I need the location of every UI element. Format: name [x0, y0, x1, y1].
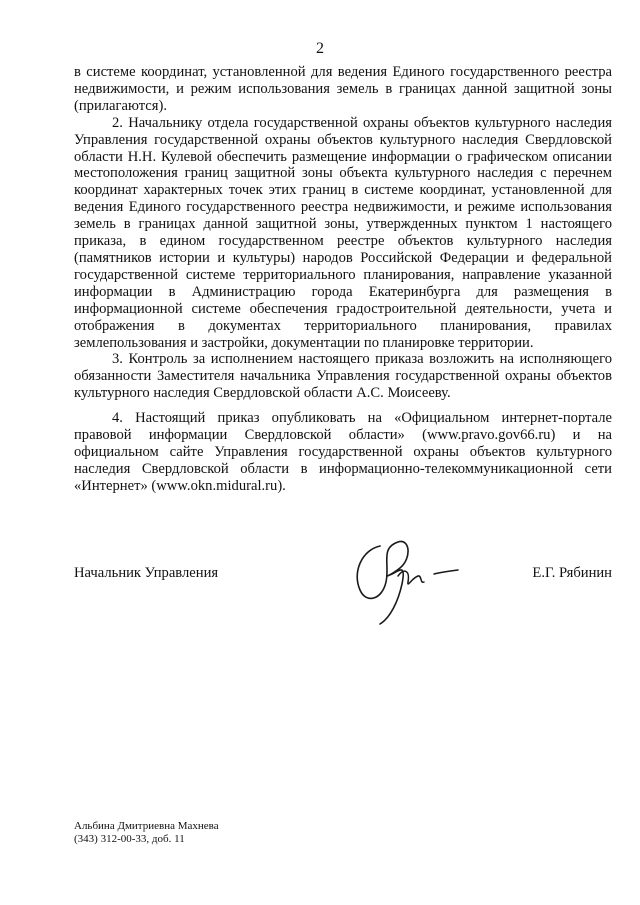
handwritten-signature — [340, 528, 470, 628]
page-number: 2 — [316, 40, 324, 57]
document-body — [74, 64, 612, 495]
paragraph-item-4: 4. Настоящий приказ опубликовать на «Официальном интернет-портале правовой информации Свердловской области» (www.pravo.gov66.ru) и на официальном сайте Управления государственной охраны объектов культурного наследия Свердловской области в информационно-телекоммуникационной сети «Интернет» (www.okn.midural.ru). — [74, 410, 612, 494]
executor-name: Альбина Дмитриевна Махнева — [74, 820, 219, 832]
executor-phone: (343) 312-00-33, доб. 11 — [74, 833, 185, 845]
paragraph-continuation: в системе координат, установленной для ведения Единого государственного реестра недвижимости, и режим использования земель в границах данной защитной зоны (прилагаются). — [74, 64, 612, 114]
paragraph-item-2: 2. Начальнику отдела государственной охраны объектов культурного наследия Управления государственной охраны объектов культурного наследия Свердловской области Н.Н. Кулевой обеспечить размещение информации о графическом описании местоположения границ защитной зоны объекта культурного наследия с перечнем координат характерных точек этих границ в системе координат, установленной для ведения Единого государственного реестра недвижимости, и режиме использования земель в границах данной защитной зоны, утвержденных пунктом 1 настоящего приказа, в едином государственном реестре объектов культурного наследия (памятников истории и культуры) народов Российской Федерации и федеральной государственной системе территориального планирования, направление указанной информации в Администрацию города Екатеринбурга для размещения в информационной системе обеспечения градостроительной деятельности, учета и отображения в документах территориального планирования, правилах землепользования и застройки, документации по планировке территории. — [74, 114, 612, 351]
signer-position: Начальник Управления — [74, 565, 219, 581]
executor-info — [74, 820, 219, 846]
paragraph-item-3: 3. Контроль за исполнением настоящего приказа возложить на исполняющего обязанности Заместителя начальника Управления государственной охраны объектов культурного наследия Свердловской области А.С. Моисееву. — [74, 351, 612, 402]
signer-name: Е.Г. Рябинин — [532, 565, 612, 581]
